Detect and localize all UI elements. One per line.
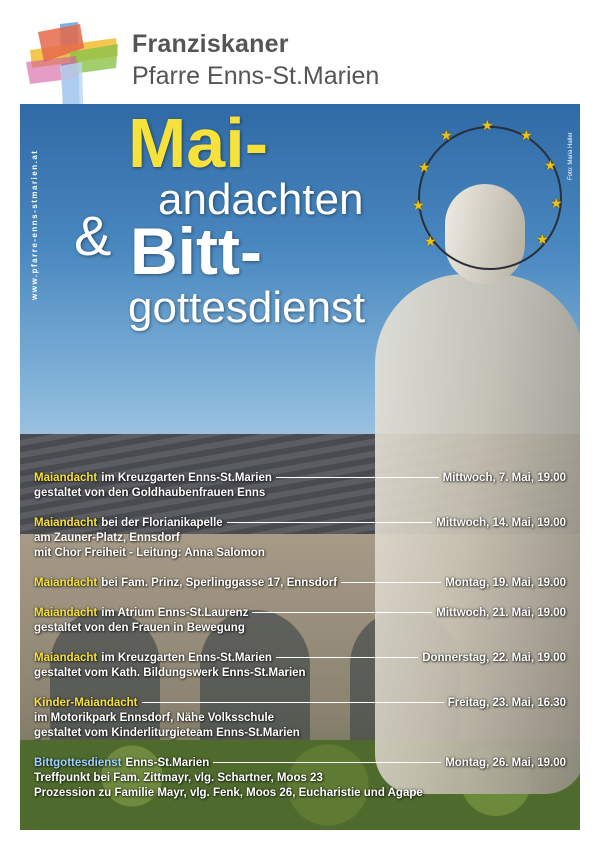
star-icon: ★ [418,159,431,175]
event-item [34,576,566,591]
event-place: bei der Florianikapelle [101,517,223,529]
event-place: im Kreuzgarten Enns-St.Marien [101,652,272,664]
event-place: bei Fam. Prinz, Sperlinggasse 17, Ennsdorf [101,577,338,589]
photo-credit: Foto: Maria Haller [568,132,574,180]
star-icon: ★ [544,157,557,173]
event-title: Maiandacht [34,652,98,664]
event-item [34,696,566,741]
leader-line [252,612,432,613]
event-item [34,471,566,501]
event-date: Freitag, 23. Mai, 16.30 [447,697,566,709]
event-title: Maiandacht [34,517,98,529]
headline-ampersand: & [74,204,112,267]
website-url: www.pfarre-enns-stmarien.at [30,149,39,300]
event-detail: gestaltet von den Goldhaubenfrauen Enns [34,487,266,499]
star-icon: ★ [550,195,563,211]
headline-mai: Mai- [128,104,268,182]
event-detail: mit Chor Freiheit - Leitung: Anna Salomon [34,547,265,559]
event-detail: Treffpunkt bei Fam. Zittmayr, vlg. Schartner, Moos 23 [34,772,323,784]
leader-line [276,477,439,478]
star-icon: ★ [536,231,549,247]
leader-line [341,582,441,583]
leader-line [276,657,418,658]
event-item [34,606,566,636]
leader-line [227,522,433,523]
event-title: Bittgottesdienst [34,757,122,769]
headline-andachten: andachten [158,175,364,224]
headline-bitt: Bitt- [130,214,262,288]
event-detail: gestaltet vom Kath. Bildungswerk Enns-St.Marien [34,667,306,679]
headline-gottesdienst: gottesdienst [128,283,366,332]
event-item [34,651,566,681]
leader-line [142,702,444,703]
star-icon: ★ [424,233,437,249]
event-title: Maiandacht [34,607,98,619]
event-place: Enns-St.Marien [125,757,210,769]
event-detail: im Motorikpark Ennsdorf, Nähe Volksschule [34,712,275,724]
leader-line [213,762,441,763]
event-detail: am Zauner-Platz, Ennsdorf [34,532,180,544]
event-detail: gestaltet vom Kinderliturgieteam Enns-St.Marien [34,727,300,739]
event-date: Mittwoch, 7. Mai, 19.00 [442,472,566,484]
brand-parish: Pfarre Enns-St.Marien [132,62,380,90]
event-title: Maiandacht [34,472,98,484]
event-detail: Prozession zu Familie Mayr, vlg. Fenk, Moos 26, Eucharistie und Agape [34,787,423,799]
star-icon: ★ [412,197,425,213]
event-date: Montag, 26. Mai, 19.00 [445,757,566,769]
star-icon: ★ [440,127,453,143]
star-icon: ★ [481,117,494,133]
brand-name: Franziskaner [132,30,289,58]
event-title: Kinder-Maiandacht [34,697,138,709]
event-date: Mittwoch, 14. Mai, 19.00 [436,517,566,529]
event-date: Donnerstag, 22. Mai, 19.00 [422,652,566,664]
event-date: Mittwoch, 21. Mai, 19.00 [436,607,566,619]
event-title: Maiandacht [34,577,98,589]
event-list [34,471,566,816]
star-halo [418,126,562,270]
event-item [34,516,566,561]
event-detail: gestaltet von den Frauen in Bewegung [34,622,245,634]
event-place: im Atrium Enns-St.Laurenz [101,607,249,619]
event-place: im Kreuzgarten Enns-St.Marien [101,472,272,484]
event-item [34,756,566,801]
event-date: Montag, 19. Mai, 19.00 [445,577,566,589]
star-icon: ★ [520,127,533,143]
